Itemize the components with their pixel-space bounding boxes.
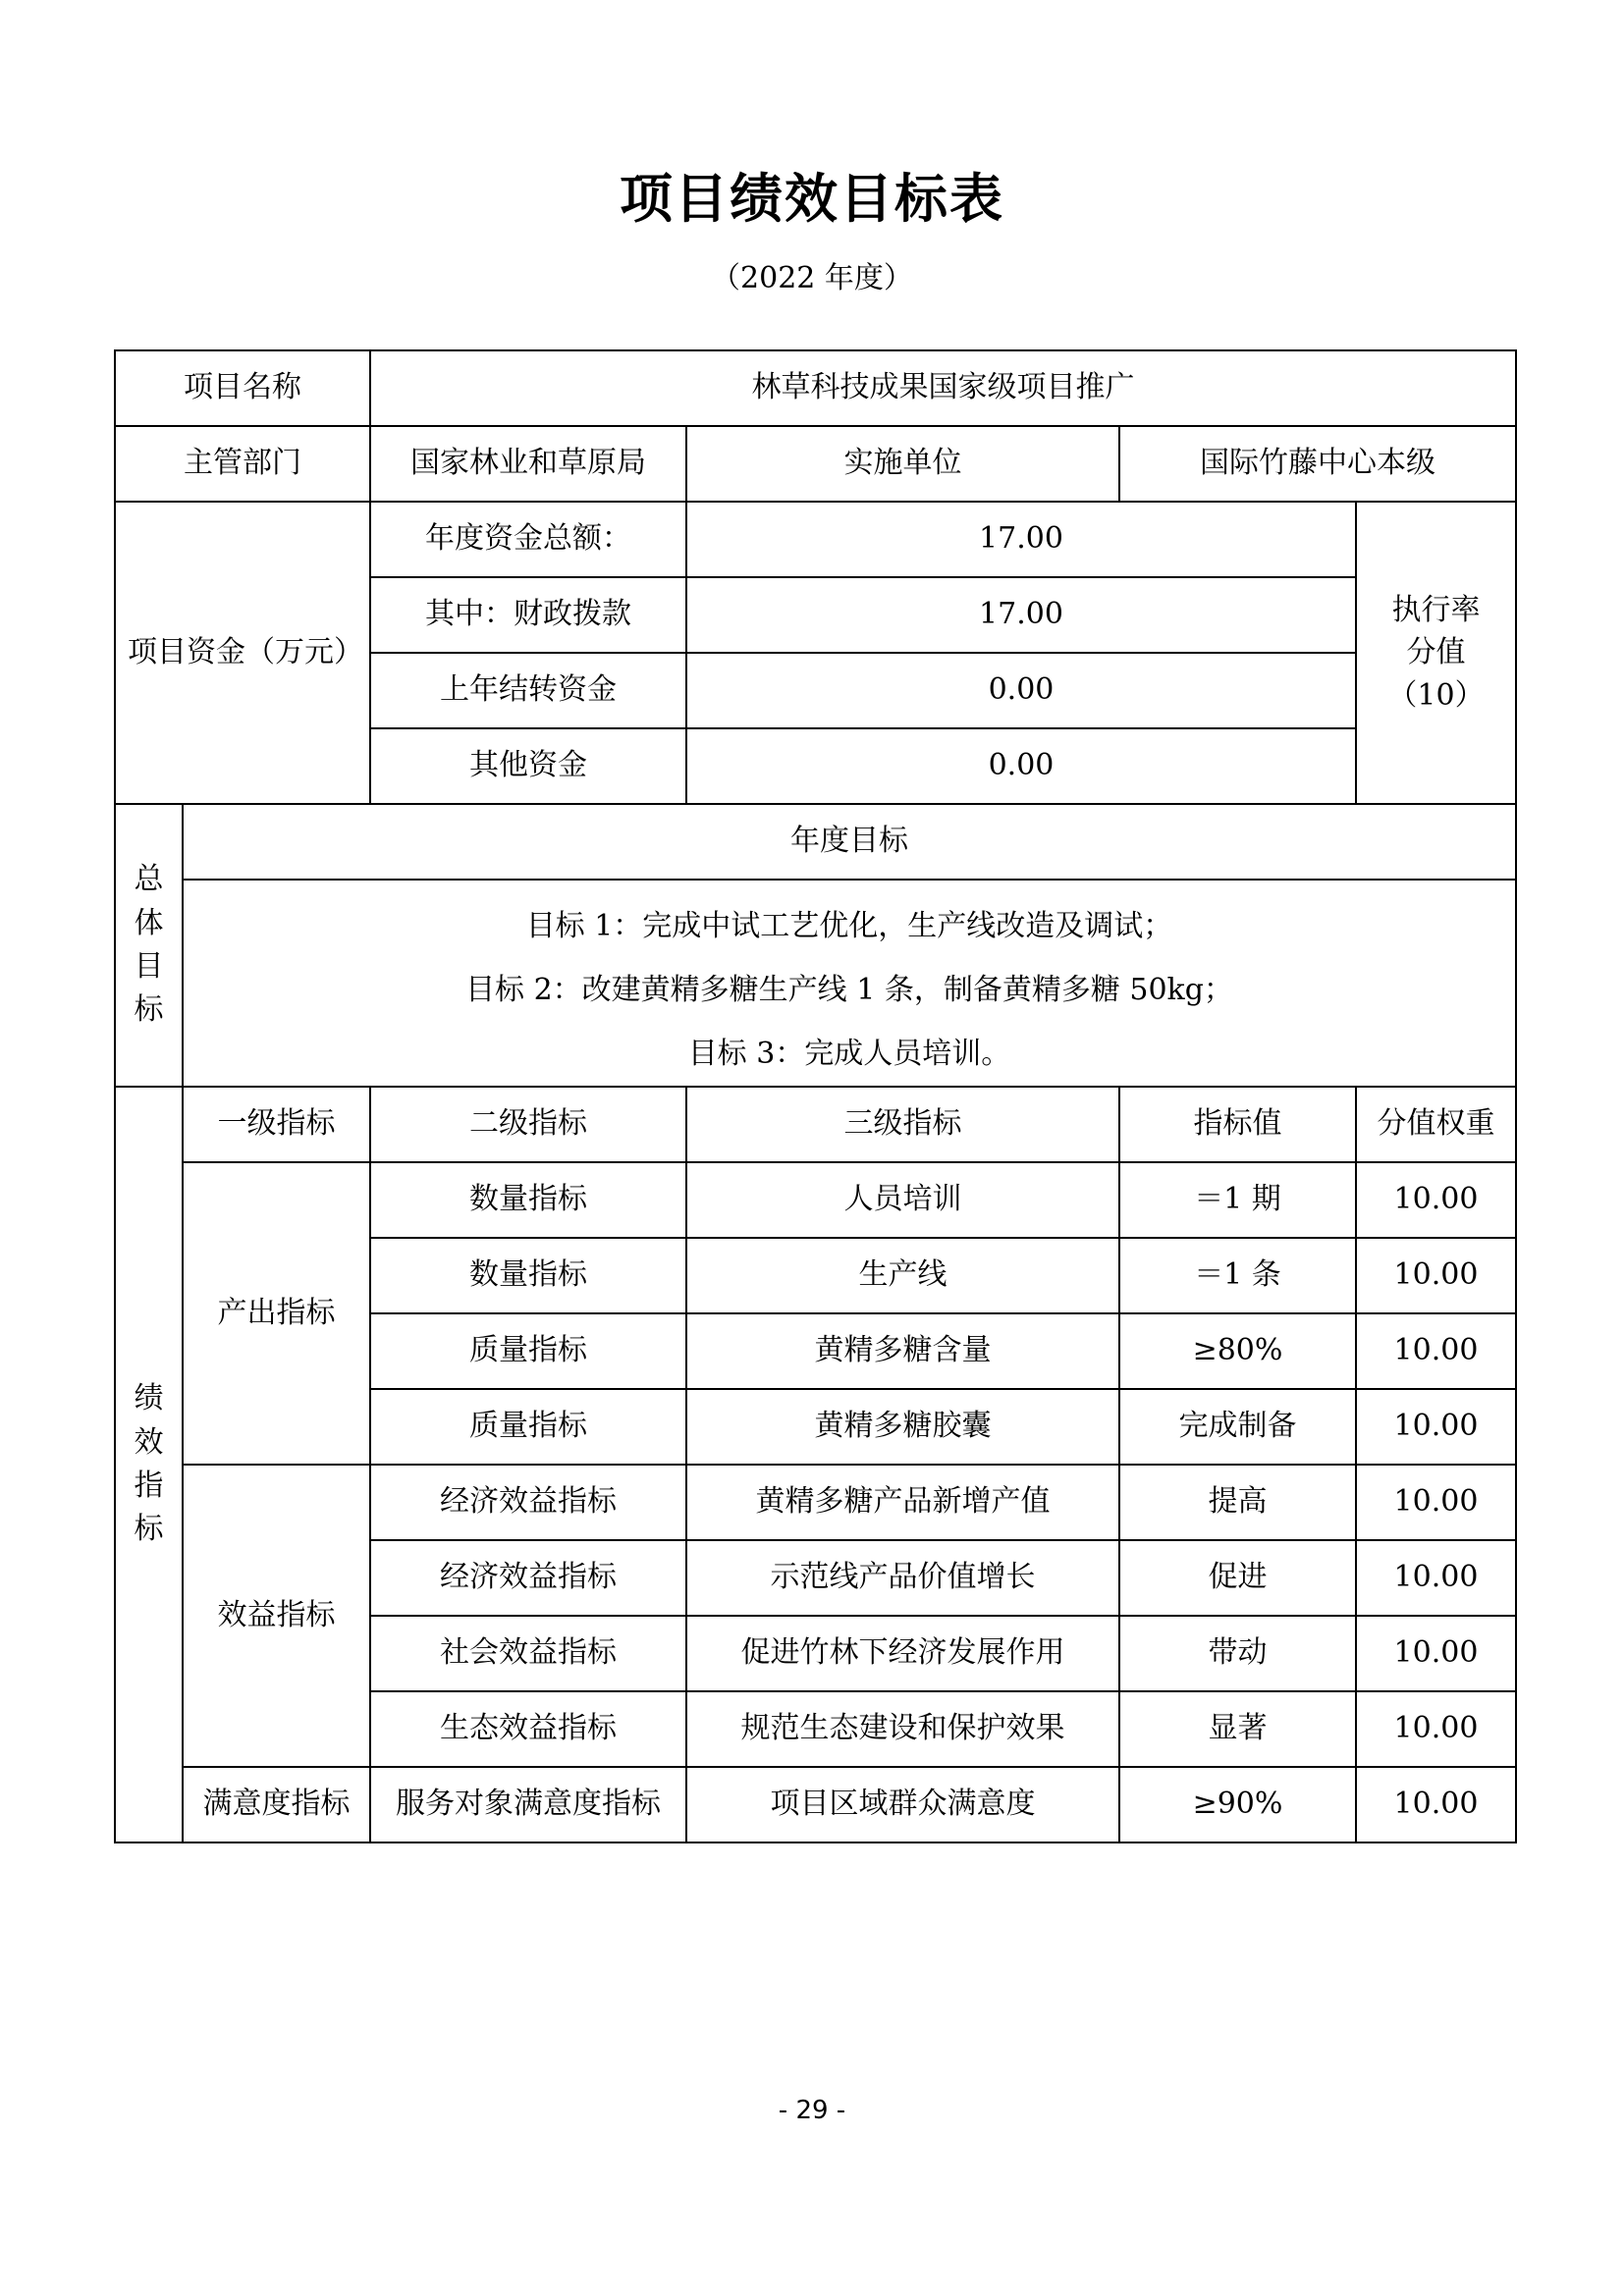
- fund-value: 17.00: [686, 502, 1356, 577]
- level2-cell: 社会效益指标: [370, 1616, 686, 1691]
- goals-row: [115, 880, 1516, 1087]
- weight-cell: 10.00: [1356, 1767, 1516, 1842]
- weight-cell: 10.00: [1356, 1465, 1516, 1540]
- goal-item: 目标 1：完成中试工艺优化，生产线改造及调试；: [525, 909, 1173, 943]
- weight-cell: 10.00: [1356, 1313, 1516, 1389]
- project-name-value: 林草科技成果国家级项目推广: [370, 350, 1516, 426]
- weight-cell: 10.00: [1356, 1691, 1516, 1767]
- level3-cell: 示范线产品价值增长: [686, 1540, 1119, 1616]
- value-cell: ＝1 条: [1119, 1238, 1356, 1313]
- indicator-row: [115, 1465, 1516, 1540]
- level2-cell: 质量指标: [370, 1313, 686, 1389]
- header-level3: 三级指标: [686, 1087, 1119, 1162]
- header-level2: 二级指标: [370, 1087, 686, 1162]
- annual-goal-label: 年度目标: [183, 804, 1516, 880]
- level2-cell: 数量指标: [370, 1238, 686, 1313]
- weight-cell: 10.00: [1356, 1616, 1516, 1691]
- fund-row: [115, 502, 1516, 577]
- fund-label: 上年结转资金: [370, 653, 686, 728]
- page-subtitle: （2022 年度）: [711, 261, 913, 295]
- indicator-header-row: [115, 1087, 1516, 1162]
- level3-cell: 促进竹林下经济发展作用: [686, 1616, 1119, 1691]
- value-cell: ≥90%: [1119, 1767, 1356, 1842]
- execution-rate-cell: [1356, 502, 1516, 804]
- fund-label: 其中：财政拨款: [370, 577, 686, 653]
- level3-cell: 项目区域群众满意度: [686, 1767, 1119, 1842]
- group-name: 效益指标: [183, 1465, 370, 1767]
- rate-label-line: （10）: [1387, 677, 1485, 713]
- funds-label: 项目资金（万元）: [115, 502, 370, 804]
- goal-item: 目标 2：改建黄精多糖生产线 1 条，制备黄精多糖 50kg；: [465, 973, 1233, 1007]
- fund-label: 年度资金总额：: [370, 502, 686, 577]
- page-title: 项目绩效目标表: [620, 168, 1004, 230]
- unit-value: 国际竹藤中心本级: [1119, 426, 1516, 502]
- level2-cell: 生态效益指标: [370, 1691, 686, 1767]
- value-cell: ＝1 期: [1119, 1162, 1356, 1238]
- header-value: 指标值: [1119, 1087, 1356, 1162]
- level3-cell: 黄精多糖含量: [686, 1313, 1119, 1389]
- header-level1: 一级指标: [183, 1087, 370, 1162]
- weight-cell: 10.00: [1356, 1389, 1516, 1465]
- level3-cell: 黄精多糖胶囊: [686, 1389, 1119, 1465]
- value-cell: 完成制备: [1119, 1389, 1356, 1465]
- weight-cell: 10.00: [1356, 1540, 1516, 1616]
- dept-value: 国家林业和草原局: [370, 426, 686, 502]
- header-weight: 分值权重: [1356, 1087, 1516, 1162]
- value-cell: 提高: [1119, 1465, 1356, 1540]
- weight-cell: 10.00: [1356, 1162, 1516, 1238]
- indicator-row: [115, 1162, 1516, 1238]
- dept-label: 主管部门: [115, 426, 370, 502]
- fund-value: 0.00: [686, 653, 1356, 728]
- level2-cell: 数量指标: [370, 1162, 686, 1238]
- project-name-row: [115, 350, 1516, 426]
- fund-label: 其他资金: [370, 728, 686, 804]
- level3-cell: 规范生态建设和保护效果: [686, 1691, 1119, 1767]
- level3-cell: 人员培训: [686, 1162, 1119, 1238]
- value-cell: 显著: [1119, 1691, 1356, 1767]
- level2-cell: 经济效益指标: [370, 1540, 686, 1616]
- level2-cell: 质量指标: [370, 1389, 686, 1465]
- weight-cell: 10.00: [1356, 1238, 1516, 1313]
- level2-cell: 经济效益指标: [370, 1465, 686, 1540]
- group-name: 满意度指标: [183, 1767, 370, 1842]
- level3-cell: 黄精多糖产品新增产值: [686, 1465, 1119, 1540]
- overall-goal-label: 总 体 目 标: [115, 804, 183, 1087]
- project-name-label: 项目名称: [115, 350, 370, 426]
- indicator-row: [115, 1767, 1516, 1842]
- goals-cell: [183, 880, 1516, 1087]
- level2-cell: 服务对象满意度指标: [370, 1767, 686, 1842]
- unit-label: 实施单位: [686, 426, 1119, 502]
- annual-goal-header-row: [115, 804, 1516, 880]
- fund-value: 0.00: [686, 728, 1356, 804]
- fund-value: 17.00: [686, 577, 1356, 653]
- dept-row: [115, 426, 1516, 502]
- group-name: 产出指标: [183, 1162, 370, 1465]
- page-number: - 29 -: [778, 2096, 846, 2125]
- rate-label-line: 分值: [1406, 635, 1466, 670]
- rate-label-line: 执行率: [1391, 592, 1481, 627]
- level3-cell: 生产线: [686, 1238, 1119, 1313]
- performance-indicator-label: 绩 效 指 标: [115, 1087, 183, 1842]
- value-cell: 促进: [1119, 1540, 1356, 1616]
- goal-item: 目标 3：完成人员培训。: [687, 1037, 1011, 1071]
- performance-target-table: [114, 349, 1517, 1843]
- value-cell: ≥80%: [1119, 1313, 1356, 1389]
- value-cell: 带动: [1119, 1616, 1356, 1691]
